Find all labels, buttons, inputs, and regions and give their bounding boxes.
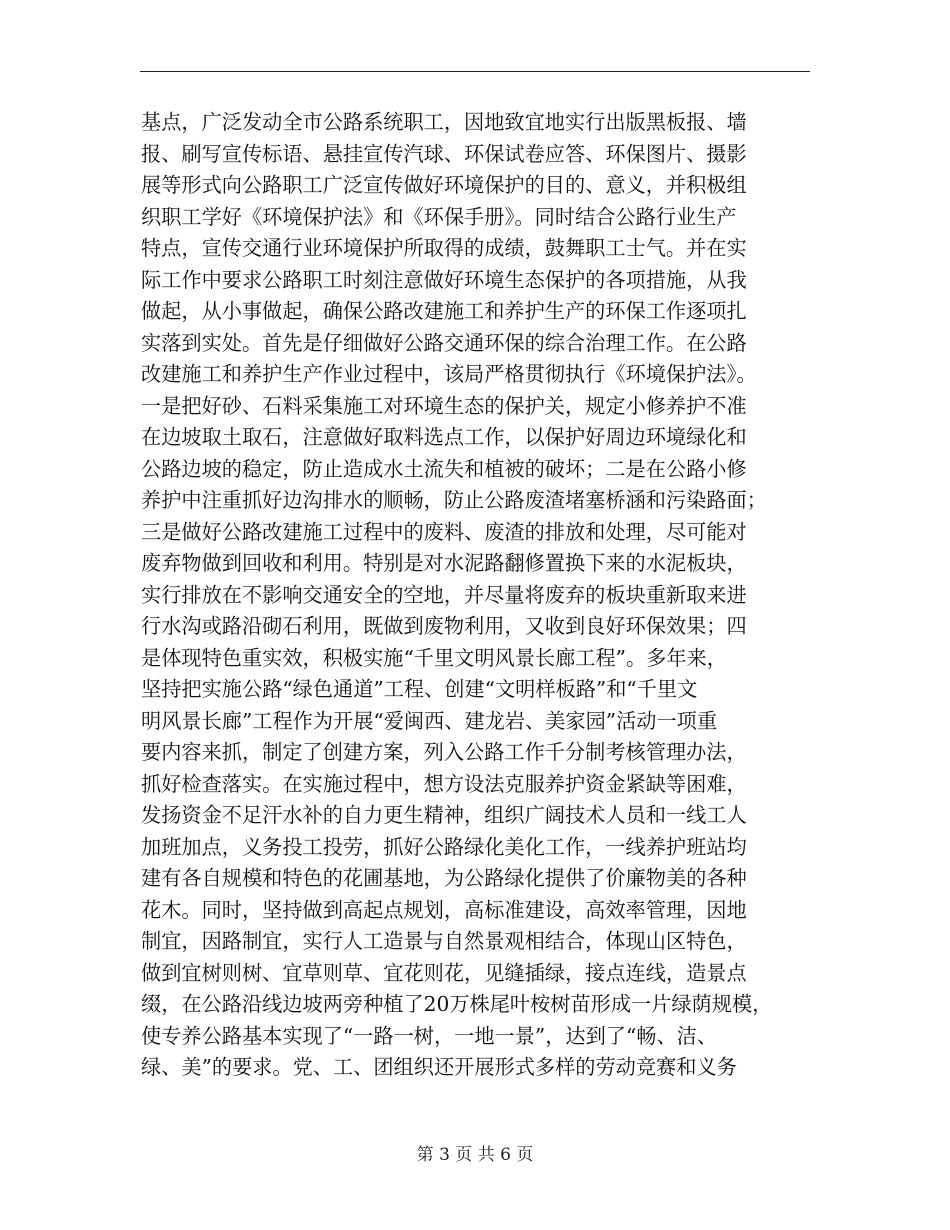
text-line: 建有各自规模和特色的花圃基地，为公路绿化提供了价廉物美的各种: [141, 866, 747, 890]
text-line: 缀，在公路沿线边坡两旁种植了20万株尾叶桉树苗形成一片绿荫规模，: [141, 992, 773, 1016]
text-line: 使专养公路基本实现了“一路一树，一地一景”，达到了“畅、洁、: [141, 1023, 718, 1048]
text-line: 展等形式向公路职工广泛宣传做好环境保护的目的、意义，并积极组: [141, 173, 747, 197]
text-line: 绿、美”的要求。党、工、团组织还开展形式多样的劳动竞赛和义务: [141, 1055, 737, 1079]
text-line: 三是做好公路改建施工过程中的废料、废渣的排放和处理，尽可能对: [141, 519, 747, 544]
page-footer: 第 3 页 共 6 页: [416, 1145, 534, 1165]
text-line: 制宜，因路制宜，实行人工造景与自然景观相结合，体现山区特色，: [141, 929, 747, 953]
text-line: 要内容来抓，制定了创建方案，列入公路工作千分制考核管理办法，: [141, 740, 747, 764]
header-rule: [140, 71, 810, 72]
text-line: 公路边坡的稳定，防止造成水土流失和植被的破坏；二是在公路小修: [141, 456, 747, 481]
text-line: 一是把好砂、石料采集施工对环境生态的保护关，规定小修养护不准: [141, 393, 747, 418]
text-line: 废弃物做到回收和利用。特别是对水泥路翻修置换下来的水泥板块，: [141, 551, 747, 575]
text-line: 花木。同时，坚持做到高起点规划，高标准建设，高效率管理，因地: [141, 897, 747, 922]
text-line: 行水沟或路沿砌石利用，既做到废物利用，又收到良好环保效果；四: [141, 614, 747, 638]
text-line: 加班加点，义务投工投劳，抓好公路绿化美化工作，一线养护班站均: [141, 834, 747, 859]
text-line: 改建施工和养护生产作业过程中，该局严格贯彻执行《环境保护法》。: [141, 362, 757, 386]
text-line: 基点，广泛发动全市公路系统职工，因地致宜地实行出版黑板报、墙: [141, 110, 747, 134]
text-line: 做到宜树则树、宜草则草、宜花则花，见缝插绿，接点连线，造景点: [141, 960, 747, 985]
body-text: [141, 107, 813, 1084]
text-line: 实落到实处。首先是仔细做好公路交通环保的综合治理工作。在公路: [141, 330, 747, 355]
text-line: 发扬资金不足汗水补的自力更生精神，组织广阔技术人员和一线工人: [141, 803, 747, 827]
text-line: 报、刷写宣传标语、悬挂宣传汽球、环保试卷应答、环保图片、摄影: [141, 141, 747, 166]
text-line: 明风景长廊”工程作为开展“爱闽西、建龙岩、美家园”活动一项重: [141, 708, 718, 733]
text-line: 抓好检查落实。在实施过程中，想方设法克服养护资金紧缺等困难，: [141, 771, 747, 796]
text-line: 是体现特色重实效，积极实施“千里文明风景长廊工程”。多年来，: [141, 645, 727, 670]
text-line: 实行排放在不影响交通安全的空地，并尽量将废弃的板块重新取来进: [141, 582, 747, 607]
text-line: 坚持把实施公路“绿色通道”工程、创建“文明样板路”和“千里文: [141, 677, 698, 701]
text-line: 在边坡取土取石，注意做好取料选点工作，以保护好周边环境绿化和: [141, 425, 747, 449]
text-line: 特点，宣传交通行业环境保护所取得的成绩，鼓舞职工士气。并在实: [141, 236, 747, 260]
text-line: 养护中注重抓好边沟排水的顺畅，防止公路废渣堵塞桥涵和污染路面；: [141, 488, 767, 512]
text-line: 做起，从小事做起，确保公路改建施工和养护生产的环保工作逐项扎: [141, 299, 747, 323]
text-line: 织职工学好《环境保护法》和《环保手册》。同时结合公路行业生产: [141, 204, 737, 229]
text-line: 际工作中要求公路职工时刻注意做好环境生态保护的各项措施，从我: [141, 267, 747, 292]
